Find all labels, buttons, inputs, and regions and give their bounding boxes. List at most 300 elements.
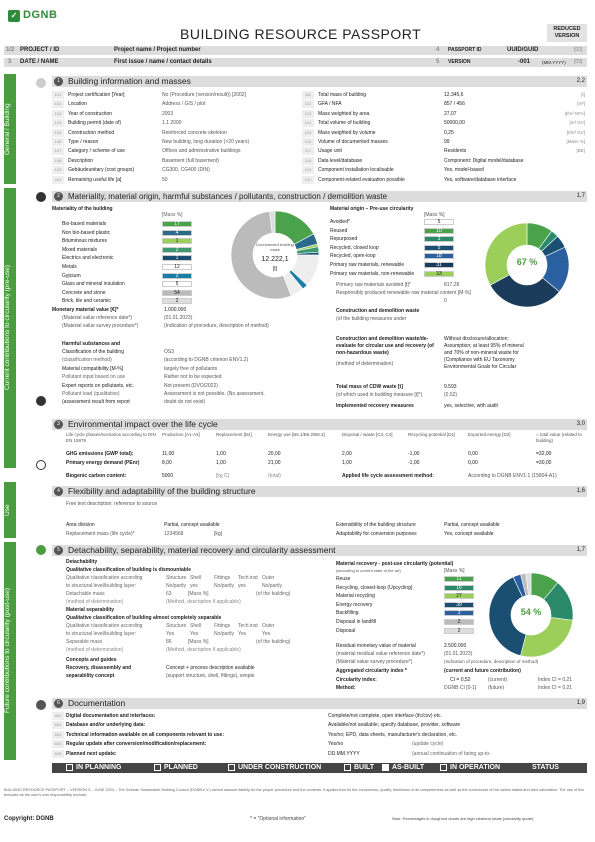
footer-disclaimer: BUILDING RESOURCE PASSPORT – VERSION 3 – JUNE 2024 – The German Sustainable Building Council (DGNB e.V.) cannot assume liability for the proper procedure and the contents. It applies that for the correctness, quality, timeliness of all completeness as well as the correctness of the values stated and their calculation. The use of this template as the user's own responsibility exclude. xyxy=(4,788,585,797)
lca-cell[interactable]: 2,00 xyxy=(342,451,352,457)
method-value[interactable]: DGNB CI [0-1] xyxy=(444,685,477,691)
cdw-assumption[interactable] xyxy=(444,336,584,371)
post-use-label: Material recycling xyxy=(336,593,375,600)
dgnb-logo xyxy=(8,10,68,38)
post-use-label: Disposal xyxy=(336,627,356,634)
status-built[interactable]: BUILT xyxy=(344,763,374,773)
material-value-bar[interactable]: 17 xyxy=(162,221,192,227)
section-title: Flexibility and adaptability of the building structure xyxy=(68,486,256,496)
lca-cell[interactable]: 21,00 xyxy=(268,460,281,466)
field-value[interactable]: Offices and administrative buildings xyxy=(162,148,241,155)
field-label: Usage unit xyxy=(318,148,342,155)
doc-label: Database and/or underlying data: xyxy=(66,722,146,729)
aggregated-sub: (current and future contribution) xyxy=(444,668,521,674)
field-value[interactable]: 50000,00 xyxy=(444,120,465,127)
row-id: 117 xyxy=(302,147,314,155)
section-title: Building information and masses xyxy=(68,76,191,86)
value-date[interactable]: First issue / name / contact details xyxy=(114,59,212,65)
post-use-value-bar[interactable]: 27 xyxy=(444,593,474,599)
section-number: 5 xyxy=(54,546,63,555)
lca-header: = total value (related to building) xyxy=(536,432,582,443)
implemented-value[interactable]: yes, selective, with audit xyxy=(444,403,498,409)
post-use-sub: (according to current state of the art) xyxy=(336,568,401,573)
post-use-percent: 54 % xyxy=(520,607,542,617)
monetary-label: Monetary material value [€]* xyxy=(52,307,119,313)
lca-row-label: GHG emissions (GWP total): xyxy=(66,451,134,457)
field-value[interactable]: Residents xyxy=(444,148,467,155)
lca-cell[interactable]: 1,00 xyxy=(216,460,226,466)
concepts-value[interactable]: Concept + process description available xyxy=(166,665,255,671)
version-badge: REDUCED VERSION xyxy=(547,24,587,42)
harm-value[interactable]: largely free of pollutants xyxy=(164,365,218,372)
implemented-label: Implemented recovery measures xyxy=(336,403,414,409)
field-value[interactable]: New building, long duration (>20 years) xyxy=(162,139,250,145)
harmful-list xyxy=(62,348,322,418)
qual-value[interactable]: No/partly xyxy=(214,583,235,589)
lca-cell[interactable]: 1,00 xyxy=(342,460,352,466)
lca-header: Exported energy [D2] xyxy=(468,432,511,437)
material-value-bar[interactable]: 2 xyxy=(162,273,192,279)
harm-value[interactable]: OS3 xyxy=(164,349,175,355)
post-use-value-bar[interactable]: 11 xyxy=(444,576,474,582)
residual-label: Residual monetary value of material xyxy=(336,643,416,649)
recycle-icon xyxy=(36,192,46,202)
cdw-line: (Compliance with EU Taxonomy xyxy=(444,357,515,363)
section-score: 1,6 xyxy=(576,488,585,494)
qual-header: Shell xyxy=(190,623,202,629)
biogenic-total: (total) xyxy=(268,473,281,479)
header-row-project xyxy=(4,46,587,55)
lca-header: Recycling potential [D1] xyxy=(408,432,456,437)
material-value-bar[interactable]: 2 xyxy=(162,298,192,304)
row-id: 113 xyxy=(302,110,314,118)
row-id: 108 xyxy=(52,157,64,165)
section-score: 1,7 xyxy=(576,547,585,553)
label-passport-id: PASSPORT ID xyxy=(448,47,482,53)
post-use-label: Reuse xyxy=(336,576,351,582)
post-use-value-bar[interactable]: 16 xyxy=(444,585,474,591)
status-as-built[interactable]: AS-BUILT xyxy=(382,763,424,773)
material-value-bar[interactable]: 54 xyxy=(162,290,192,296)
pre-use-label: Repurposed xyxy=(330,236,358,243)
row-id: 110 xyxy=(52,176,64,184)
pre-use-list xyxy=(330,218,460,282)
lca-row-label: Primary energy demand (PEnr) xyxy=(66,460,140,466)
pre-use-label: Recycled, closed loop xyxy=(330,244,379,251)
field-value[interactable]: No (Procedure (version/result)) [2002] xyxy=(162,92,246,98)
qual-header: Outer xyxy=(262,623,275,629)
total-cdw-label: Total mass of CDW waste [t] xyxy=(336,384,403,390)
cdw-line: Assumption; at least 95% of mineral xyxy=(444,343,524,349)
donut-slice xyxy=(521,618,573,657)
qual-header: Outer xyxy=(262,575,275,581)
area-division-label: Area division xyxy=(66,522,95,528)
free-text[interactable]: Free text description; reference to source xyxy=(66,501,158,507)
material-ref-date[interactable]: (01.01.2023) xyxy=(164,315,193,321)
section-title: Materiality, material origin, harmful substances / pollutants, construction / demolition waste xyxy=(68,192,388,201)
row-id: 115 xyxy=(302,129,314,137)
section-1-header xyxy=(52,76,587,87)
status-in-planning[interactable]: IN PLANNING xyxy=(66,763,122,773)
qual-value[interactable]: No/partly xyxy=(166,583,187,589)
pre-use-value-bar[interactable]: 5 xyxy=(424,219,454,225)
sep-method: (Method, description if applicable) xyxy=(166,647,241,653)
qual-value[interactable]: Yes xyxy=(190,631,199,637)
sep-value[interactable]: 86 xyxy=(166,639,172,645)
field-label: Project certification [Year] xyxy=(68,92,125,98)
harm-label: Expert reports on pollutants, etc. xyxy=(62,382,134,389)
cdw-used-label: (of which used in building measure [t]*) xyxy=(336,392,423,398)
value-passport-id[interactable]: UUID/GUID xyxy=(507,47,539,53)
status-under-construction[interactable]: UNDER CONSTRUCTION xyxy=(228,763,321,773)
material-label: Mixed materials xyxy=(62,246,98,253)
donut-value: 12.222,1 xyxy=(261,256,289,263)
pre-use-value-bar[interactable]: 18 xyxy=(424,253,454,259)
value-project[interactable]: Project name / Project number xyxy=(114,47,201,53)
material-ref-label: (Material value reference date*) xyxy=(62,315,133,321)
side-general: General / Building xyxy=(4,74,16,184)
monetary-value[interactable]: 1.000.000 xyxy=(164,307,187,313)
mass-percent-label: [Mass %] xyxy=(162,212,183,218)
field-label: Remaining useful life [a] xyxy=(68,176,122,183)
field-label: GFA / NFA xyxy=(318,101,342,108)
cdw-title: Construction and demolition waste/de-evaluate for circular use and recovery (of non-hazardous waste) xyxy=(336,336,434,356)
row-id: 101 xyxy=(52,91,64,99)
building-info-list xyxy=(52,91,302,186)
mass-percent-label: [Mass %] xyxy=(424,212,445,218)
material-survey-value[interactable]: (Indication of procedure, description of method) xyxy=(164,323,269,329)
dgnb-logo-mark: ✓ xyxy=(8,10,20,22)
replacement-mass-value[interactable]: 1234568 xyxy=(164,531,184,537)
doc-value[interactable]: Available/not available; specify database, provider, software xyxy=(328,722,461,729)
section-6-header xyxy=(52,698,587,709)
material-value-bar[interactable]: 12 xyxy=(162,264,192,270)
qual-value[interactable]: Yes xyxy=(262,631,271,637)
section-number: 2 xyxy=(54,192,63,201)
qual-value[interactable]: No/partly xyxy=(214,631,235,637)
post-use-label: Backfilling xyxy=(336,610,359,617)
field-value[interactable]: Yes, software/database interface xyxy=(444,176,517,183)
row-id: 106 xyxy=(52,138,64,146)
row-id: 111 xyxy=(302,91,314,99)
biogenic-value[interactable]: 5000 xyxy=(162,473,174,479)
materiality-title: Materiality of the building xyxy=(52,206,113,212)
qual-header: Tech.inst xyxy=(238,623,258,629)
ci-value[interactable]: CI = 0,52 xyxy=(450,677,471,683)
value-version[interactable]: -001 xyxy=(518,59,531,65)
sep-value: [Mass %] xyxy=(188,639,209,645)
cdw-sub: (of the building measures under xyxy=(336,316,407,322)
percentage-note: Note: Percentages in doughnut charts are high cleaners totals (circularity quote) xyxy=(392,816,534,821)
lca-cell[interactable]: 11,00 xyxy=(162,451,175,457)
area-division-value[interactable]: Partial, concept available xyxy=(164,522,220,528)
material-label: Non bio-based plastic xyxy=(62,229,111,236)
ref-number: [02] xyxy=(574,47,583,53)
section-number: 1 xyxy=(54,77,63,86)
post-use-label: Energy recovery xyxy=(336,601,373,608)
concepts-label2: separability concept xyxy=(66,673,115,679)
ci-label: Circularity index: xyxy=(336,677,377,683)
pre-use-value-bar[interactable]: 31 xyxy=(424,262,454,268)
row-id: 116 xyxy=(302,138,314,146)
harm-value[interactable]: Assessment is not possible. (No assessment, xyxy=(164,391,265,397)
row-id: 107 xyxy=(52,147,64,155)
harmful-title: Harmful substances and xyxy=(62,341,121,347)
pre-use-value-bar[interactable]: 3 xyxy=(424,236,454,242)
cycle-icon xyxy=(36,545,46,555)
status-in-operation[interactable]: IN OPERATION xyxy=(440,763,500,773)
side-use: Use xyxy=(4,482,16,538)
det-method: (method of determination) xyxy=(66,599,124,605)
side-post-use: Future contributions to circularity (post-use) xyxy=(4,542,16,760)
separability-line: Qualitative classification of building almost completely separable xyxy=(66,615,222,621)
field-value[interactable]: Basement (full basement) xyxy=(162,157,219,164)
material-value-bar[interactable]: 1 xyxy=(162,255,192,261)
pre-use-label: Primary raw materials, non-renewable xyxy=(330,270,415,277)
qual-value[interactable]: yes xyxy=(190,583,198,589)
section-5-header xyxy=(52,545,587,556)
field-value[interactable]: 99 xyxy=(444,139,450,145)
lca-cell[interactable]: =30,00 xyxy=(536,460,552,466)
adaptability-value[interactable]: Yes, concept available xyxy=(444,531,494,537)
status-planned[interactable]: PLANNED xyxy=(154,763,198,773)
materiality-donut-chart xyxy=(230,210,320,300)
post-use-label: Disposal in landfill xyxy=(336,619,377,625)
building-icon xyxy=(36,78,46,88)
field-value[interactable]: Component: Digital model/database xyxy=(444,157,524,164)
lca-header: Life cycle phases/scenarios according to DIN EN 15978 xyxy=(66,432,156,443)
pre-use-value-bar[interactable]: 33 xyxy=(424,271,454,277)
biogenic-label: Biogenic carbon content: xyxy=(66,473,127,479)
post-use-value-bar[interactable]: 2 xyxy=(444,628,474,634)
post-use-value-bar[interactable]: 39 xyxy=(444,602,474,608)
qual-header: Fittings xyxy=(214,575,231,581)
version-format: (MM.YYYY) xyxy=(542,60,566,65)
field-label: Volume of documented masses xyxy=(318,139,388,145)
replacement-mass-unit: [kg] xyxy=(214,531,223,537)
field-label: Total volume of building xyxy=(318,120,371,127)
row-id: 119 xyxy=(302,166,314,174)
cdw-line: Environmental Goals for Circular xyxy=(444,364,517,370)
field-label: Type / reason xyxy=(68,139,99,145)
det-value[interactable]: 63 xyxy=(166,591,172,597)
pre-use-label: Primary raw materials, renewable xyxy=(330,262,405,268)
det-value: (of the building) xyxy=(256,591,291,597)
donut-slice xyxy=(485,223,527,285)
qual-header: Tech.inst xyxy=(238,575,258,581)
harm-label: (assessment result from report xyxy=(62,399,130,406)
harm-label: Pollutant load (qualitative) xyxy=(62,391,120,397)
resp-value[interactable]: 0 xyxy=(444,298,447,304)
field-unit: [m³ GV] xyxy=(569,120,585,126)
field-unit: [BE] xyxy=(576,148,585,154)
material-value-bar[interactable]: 1 xyxy=(162,238,192,244)
residual-survey-label: (Material value survey procedure*) xyxy=(336,659,413,665)
doc-label: Digital documentation and interfaces: xyxy=(66,713,156,719)
pre-use-value-bar[interactable]: 10 xyxy=(424,228,454,234)
pre-use-value-bar[interactable]: 5 xyxy=(424,245,454,251)
sep-value: Separable mass xyxy=(66,639,103,645)
sep-method: (method of determination) xyxy=(66,647,124,653)
post-use-list xyxy=(336,575,466,639)
cdw-used-value[interactable]: (0,52) xyxy=(444,392,458,398)
section-title: Environmental impact over the life cycle xyxy=(68,419,218,429)
qual-value[interactable]: Yes xyxy=(166,631,175,637)
lca-method-value[interactable]: According to DGNB ENV1.1 (15804-A1) xyxy=(468,473,557,479)
field-value[interactable]: Yes, model-based xyxy=(444,167,484,174)
label-version: VERSION xyxy=(448,59,471,65)
ci-current: (current) xyxy=(488,677,507,683)
doc-label: Technical information available on all components relevant to use: xyxy=(66,731,224,738)
field-label: Location xyxy=(68,101,87,108)
material-label: Glass and mineral insulation xyxy=(62,281,125,288)
replacement-mass-label: Replacement mass (life cycle)* xyxy=(66,531,135,537)
det-method: (Method, description if applicable) xyxy=(166,599,241,605)
detachability-title: Detachability xyxy=(66,559,98,565)
doc-value[interactable]: DD.MM.YYYY xyxy=(328,750,360,757)
doc-value[interactable]: Complete/not complete, open interface (ifc/csv) etc. xyxy=(328,713,442,719)
qual-header: Qualitative classification according xyxy=(66,575,143,581)
field-label: Total mass of building xyxy=(318,92,367,98)
field-value[interactable]: 0,25 xyxy=(444,129,454,136)
lca-header: Replacement [B4] xyxy=(216,432,252,437)
row-id: 109 xyxy=(52,166,64,174)
section-4-header xyxy=(52,486,587,497)
section-number: 3 xyxy=(54,420,63,429)
material-label: Metals xyxy=(62,264,77,270)
field-label: Component installation localisable xyxy=(318,167,394,174)
doc-note: (update cycle) xyxy=(412,741,444,748)
extensibility-value[interactable]: Partial, concept available xyxy=(444,522,500,528)
raw-avoided-value[interactable]: 817,28 xyxy=(444,282,460,288)
residual-ref-value[interactable]: (01.01.2023) xyxy=(444,651,473,657)
sep-value: (of the building) xyxy=(256,639,291,645)
lca-cell[interactable]: 20,00 xyxy=(268,451,281,457)
det-value: Detachable mass xyxy=(66,591,105,597)
section-score: 3,0 xyxy=(576,421,585,427)
lca-cell[interactable]: 0,00 xyxy=(468,460,478,466)
field-value[interactable]: 857 / 456 xyxy=(444,101,465,108)
qual-value[interactable]: Yes xyxy=(238,631,247,637)
total-cdw-value[interactable]: 9.593 xyxy=(444,384,457,390)
material-value-bar[interactable]: 2 xyxy=(162,247,192,253)
field-unit: [m²] xyxy=(577,101,585,107)
row-id: 103 xyxy=(52,110,64,118)
residual-survey-value[interactable]: (Indication of procedure, description of method) xyxy=(444,659,539,664)
harm-value[interactable]: Not present (DVO/2022) xyxy=(164,382,218,389)
post-use-value-bar[interactable]: 2 xyxy=(444,619,474,625)
status-bar xyxy=(52,763,587,773)
field-value[interactable]: 50 xyxy=(162,176,168,183)
material-label: Brick, tile and ceramic xyxy=(62,298,111,305)
logo-text: DGNB xyxy=(23,9,58,21)
lca-cell[interactable]: -1,00 xyxy=(408,451,420,457)
qual-header: Structure xyxy=(166,575,187,581)
field-unit: [t/m² NFA] xyxy=(564,110,585,116)
concepts-value2: (support structure, shell, fittings), simple xyxy=(166,673,255,679)
material-label: Bio-based materials xyxy=(62,221,107,227)
harm-value[interactable]: (according to DGNB criterion ENV1.2) xyxy=(164,357,249,364)
harm-value[interactable]: Rather not to be expected xyxy=(164,374,222,381)
field-label: Gebäudeunitary (cost groups) xyxy=(68,167,135,174)
field-label: Description xyxy=(68,157,94,164)
field-value[interactable]: CG300, CG400 (DIN) xyxy=(162,167,210,174)
doc-value[interactable]: Yes/no; EPD, data sheets, manufacturer's declaration, etc. xyxy=(328,731,458,738)
doc-label: Regular update after conversion/modification/replacement: xyxy=(66,741,207,748)
material-label: Bituminous mixtures xyxy=(62,238,108,245)
section-number: 6 xyxy=(54,699,63,708)
status-label: STATUS xyxy=(532,764,559,771)
field-value[interactable]: 1.1.2000 xyxy=(162,120,182,127)
lca-cell[interactable]: 1,00 xyxy=(216,451,226,457)
documentation-list xyxy=(52,712,587,762)
label-project: PROJECT / ID xyxy=(20,47,60,53)
field-value[interactable]: Address / GIS / plot xyxy=(162,101,206,108)
qual-header: Qualitative classification according xyxy=(66,623,143,629)
leaf-icon xyxy=(36,396,46,406)
material-value-bar[interactable]: 4 xyxy=(162,230,192,236)
residual-value[interactable]: 2.500.000 xyxy=(444,643,467,649)
harm-label: Material compatibility [M-%] xyxy=(62,365,124,372)
field-label: Construction method xyxy=(68,129,115,136)
row-id: 118 xyxy=(302,157,314,165)
concepts-label: Recovery, disassembly and xyxy=(66,665,132,671)
pre-use-label: Recycled, open-loop xyxy=(330,253,376,260)
cdw-line: Without disclosure/allocation: xyxy=(444,336,509,342)
post-use-label: Recycling, closed-loop (Upcycling) xyxy=(336,584,413,591)
section-3-header xyxy=(52,419,587,430)
post-use-value-bar[interactable]: 3 xyxy=(444,610,474,616)
aggregated-label: Aggregated circularity index * xyxy=(336,668,407,674)
qual-header: Shell xyxy=(190,575,202,581)
residual-ref-label: (material residual value reference date*) xyxy=(336,651,425,657)
harm-value[interactable]: doubt do not exist) xyxy=(164,399,206,406)
doc-label: Planned next update: xyxy=(66,750,117,757)
field-value[interactable]: 27,07 xyxy=(444,110,457,117)
material-label: Electrics and electronic xyxy=(62,255,114,262)
lca-cell[interactable]: =32,00 xyxy=(536,451,552,457)
pre-use-label: Avoided* xyxy=(330,219,350,225)
qual-value[interactable]: No/partly xyxy=(262,583,283,589)
field-label: Mass weighted by area xyxy=(318,110,370,117)
lca-cell[interactable]: 8,00 xyxy=(162,460,172,466)
row-id: 120 xyxy=(302,176,314,184)
pre-use-percent: 67 % xyxy=(516,257,538,267)
page-title: BUILDING RESOURCE PASSPORT xyxy=(180,26,422,42)
field-label: Year of construction xyxy=(68,110,113,117)
ci-index: Index CI = 0,21 xyxy=(538,677,573,683)
field-value[interactable]: Reinforced concrete skeleton xyxy=(162,129,227,136)
lca-cell[interactable]: 0,00 xyxy=(468,451,478,457)
section-number: 4 xyxy=(54,487,63,496)
ref-number: [03] xyxy=(574,59,583,65)
field-value[interactable]: 2003 xyxy=(162,110,174,117)
mass-percent-label: [Mass %] xyxy=(444,568,465,574)
extensibility-label: Extensibility of the building structure xyxy=(336,522,416,528)
lca-cell[interactable]: -1,00 xyxy=(408,460,420,466)
row-id: 112 xyxy=(302,100,314,108)
det-value: [Mass %] xyxy=(188,591,209,597)
qual-value[interactable]: yes xyxy=(238,583,246,589)
material-value-bar[interactable]: 5 xyxy=(162,281,192,287)
concepts-title: Concepts and guides xyxy=(66,657,117,663)
arrows-icon xyxy=(36,460,46,470)
section-2-header xyxy=(52,191,587,202)
doc-value[interactable]: Yes/no xyxy=(328,741,344,748)
section-score: 2,2 xyxy=(576,78,585,84)
lca-method-label: Applied life cycle assessment method: xyxy=(342,473,434,479)
field-value[interactable]: 12.345,6 xyxy=(444,92,464,98)
